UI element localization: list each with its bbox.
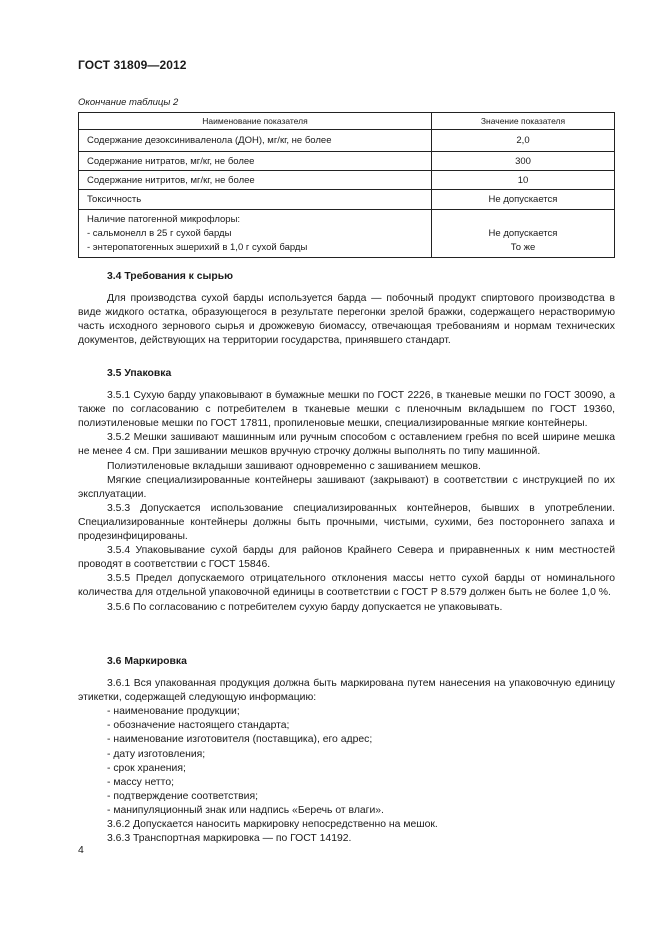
paragraph: 3.5.4 Упаковывание сухой барды для районов Крайнего Севера и приравненных к ним местностей проводят в соответствии с ГОСТ 15846. bbox=[78, 545, 615, 571]
row-name: Содержание дезоксиниваленола (ДОН), мг/кг, не более bbox=[79, 130, 432, 152]
row-name: Содержание нитратов, мг/кг, не более bbox=[79, 152, 432, 171]
row-value: 300 bbox=[432, 152, 615, 171]
row-name-line: Наличие патогенной микрофлоры: bbox=[87, 213, 241, 225]
paragraph: 3.6.1 Вся упакованная продукция должна быть маркирована путем нанесения на упаковочную единицу этикетки, содержащей следующую информацию: bbox=[78, 678, 615, 704]
row-value bbox=[432, 210, 615, 258]
row-name: Токсичность bbox=[79, 190, 432, 210]
list-item: - наименование изготовителя (поставщика), его адрес; bbox=[107, 734, 373, 746]
row-value: Не допускается bbox=[432, 190, 615, 210]
list-item: - манипуляционный знак или надпись «Беречь от влаги». bbox=[107, 804, 384, 816]
row-name-line: - энтеропатогенных эшерихий в 1,0 г сухой барды bbox=[87, 241, 308, 253]
paragraph: Полиэтиленовые вкладыши зашивают одновременно с зашиванием мешков. bbox=[107, 460, 481, 472]
table-row bbox=[79, 152, 615, 171]
paragraph: 3.5.5 Предел допускаемого отрицательного отклонения массы нетто сухой барды от номинального количества для отдельной упаковочной единицы в соответствии с ГОСТ Р 8.579 должен быть не более 1,0 %. bbox=[78, 573, 615, 599]
table-row bbox=[79, 130, 615, 152]
row-name: Содержание нитритов, мг/кг, не более bbox=[79, 171, 432, 190]
row-value-line: То же bbox=[510, 241, 536, 253]
list-item: - срок хранения; bbox=[107, 762, 186, 774]
paragraph: 3.5.2 Мешки зашивают машинным или ручным способом с оставлением гребня по всей ширине мешка не менее 4 см. При зашивании мешков вручную строчку должны выполнять по типу машинной. bbox=[78, 432, 615, 458]
row-value-line: Не допускается bbox=[488, 227, 558, 239]
section-3-6 bbox=[78, 655, 615, 846]
column-header-value: Значение показателя bbox=[432, 113, 615, 130]
paragraph: 3.6.2 Допускается наносить маркировку непосредственно на мешок. bbox=[107, 819, 438, 831]
page-number: 4 bbox=[78, 845, 84, 856]
list-item: - обозначение настоящего стандарта; bbox=[107, 720, 290, 732]
table-caption: Окончание таблицы 2 bbox=[78, 97, 179, 108]
paragraph: Для производства сухой барды используется барда — побочный продукт спиртового производства в виде жидкого остатка, образующегося в результате перегонки зрелой бражки, содержащего нерастворимую часть исходного зернового сырья и дрожжевую биомассу, отвечающая требованиям и нормам технических документов, действующих на территории государства, принявшего стандарт. bbox=[78, 293, 615, 347]
paragraph: 3.5.6 По согласованию с потребителем сухую барду допускается не упаковывать. bbox=[107, 601, 503, 613]
row-name-line: - сальмонелл в 25 г сухой барды bbox=[87, 227, 232, 239]
section-title: 3.6 Маркировка bbox=[107, 656, 187, 667]
section-title: 3.4 Требования к сырью bbox=[107, 271, 234, 282]
table-row bbox=[79, 171, 615, 190]
section-title: 3.5 Упаковка bbox=[107, 368, 172, 379]
table-row bbox=[79, 210, 615, 258]
section-3-4 bbox=[78, 270, 615, 348]
indicators-table bbox=[78, 112, 615, 258]
section-3-5 bbox=[78, 367, 615, 615]
document-header: ГОСТ 31809—2012 bbox=[78, 58, 187, 72]
list-item: - массу нетто; bbox=[107, 776, 174, 788]
list-item: - подтверждение соответствия; bbox=[107, 790, 258, 802]
paragraph: Мягкие специализированные контейнеры зашивают (закрывают) в соответствии с инструкцией по их эксплуатации. bbox=[78, 474, 615, 500]
list-item: - наименование продукции; bbox=[107, 706, 240, 718]
paragraph: 3.5.3 Допускается использование специализированных контейнеров, бывших в употреблении. Специализированные контейнеры должны быть прочными, чистыми, сухими, без постороннего запаха и продезинфицированы. bbox=[78, 502, 615, 543]
row-name bbox=[79, 210, 432, 258]
table-header-row bbox=[79, 113, 615, 130]
table-row bbox=[79, 190, 615, 210]
paragraph: 3.5.1 Сухую барду упаковывают в бумажные мешки по ГОСТ 2226, в тканевые мешки по ГОСТ 30090, а также по согласованию с потребителем в тканевые мешки с пленочным вкладышем по ГОСТ 19360, полиэтиленовые мешки по ГОСТ 17811, пропиленовые мешки, специализированные мягкие контейнеры. bbox=[78, 390, 615, 430]
column-header-name: Наименование показателя bbox=[79, 113, 432, 130]
row-value: 2,0 bbox=[432, 130, 615, 152]
row-value: 10 bbox=[432, 171, 615, 190]
list-item: - дату изготовления; bbox=[107, 748, 206, 760]
paragraph: 3.6.3 Транспортная маркировка — по ГОСТ 14192. bbox=[107, 833, 352, 845]
